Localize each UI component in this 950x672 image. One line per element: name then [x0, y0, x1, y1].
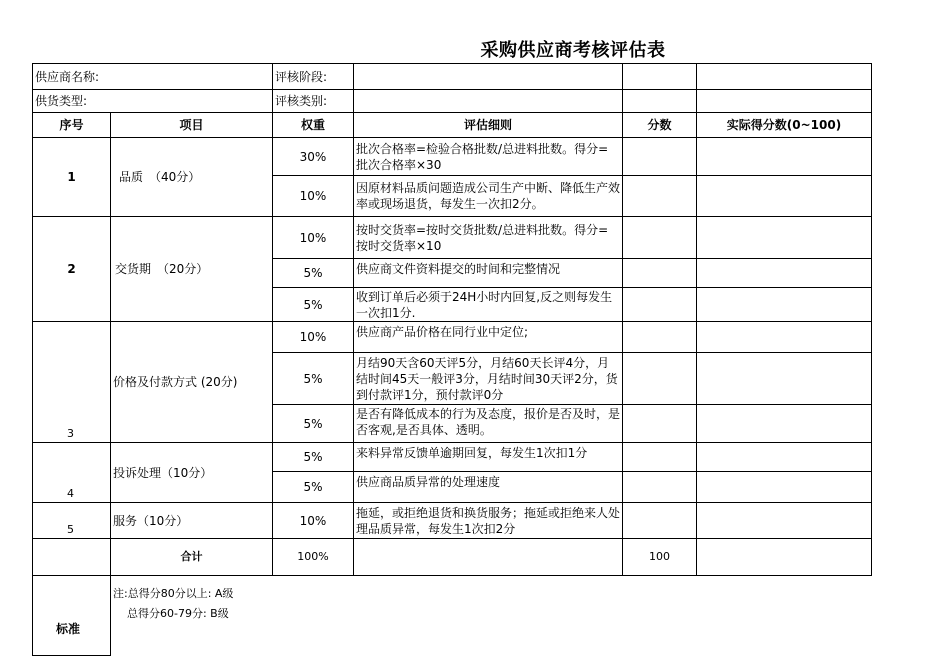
group-number: 5: [33, 503, 111, 539]
weight-cell: 10%: [273, 503, 354, 539]
group-item: 服务（10分）: [111, 503, 273, 539]
score-cell[interactable]: [623, 217, 697, 259]
rule-cell: 收到订单后必须于24H小时内回复,反之则每发生一次扣1分.: [354, 288, 623, 322]
header-no: 序号: [33, 113, 111, 138]
score-cell[interactable]: [623, 443, 697, 472]
score-cell[interactable]: [623, 138, 697, 176]
rule-cell: 因原材料品质问题造成公司生产中断、降低生产效率或现场退货，每发生一次扣2分。: [354, 176, 623, 217]
rule-cell: 供应商品质异常的处理速度: [354, 472, 623, 503]
table-row: [33, 443, 872, 472]
group-item: 价格及付款方式 (20分): [111, 322, 273, 443]
actual-score-cell[interactable]: [697, 217, 872, 259]
header-score: 分数: [623, 113, 697, 138]
total-score: 100: [623, 539, 697, 576]
evaluation-table: [32, 63, 872, 656]
header-actual-score: 实际得分数(0~100): [697, 113, 872, 138]
supplier-name-cell[interactable]: [33, 64, 273, 90]
info-row-1: [33, 64, 872, 90]
total-row: [33, 539, 872, 576]
sheet-title: 采购供应商考核评估表: [480, 40, 666, 61]
actual-score-cell[interactable]: [697, 353, 872, 405]
table-row: [33, 138, 872, 176]
supply-type-cell[interactable]: [33, 90, 273, 113]
table-row: [33, 217, 872, 259]
weight-cell: 10%: [273, 176, 354, 217]
rule-cell: 供应商产品价格在同行业中定位;: [354, 322, 623, 353]
group-number: 3: [33, 322, 111, 443]
info-empty-cell[interactable]: [697, 90, 872, 113]
group-item: 品质 （40分）: [111, 138, 273, 217]
weight-cell: 5%: [273, 443, 354, 472]
weight-cell: 10%: [273, 322, 354, 353]
note-line-b: 总得分60-79分: B级: [127, 607, 229, 620]
review-category-value[interactable]: [354, 90, 623, 113]
score-cell[interactable]: [623, 322, 697, 353]
actual-score-cell[interactable]: [697, 288, 872, 322]
review-category-label: 评核类别:: [273, 90, 354, 113]
info-empty-cell[interactable]: [697, 64, 872, 90]
review-stage-value[interactable]: [354, 64, 623, 90]
actual-score-cell[interactable]: [697, 259, 872, 288]
rule-cell: 来料异常反馈单逾期回复，每发生1次扣1分: [354, 443, 623, 472]
total-rule-cell[interactable]: [354, 539, 623, 576]
actual-score-cell[interactable]: [697, 472, 872, 503]
rule-cell: 月结90天含60天评5分，月结60天长评4分，月结时间45天一般评3分，月结时间30天评2分，货到付款评1分，预付款评0分: [354, 353, 623, 405]
score-cell[interactable]: [623, 288, 697, 322]
weight-cell: 30%: [273, 138, 354, 176]
table-row: [33, 503, 872, 539]
notes-cell: [111, 576, 872, 656]
table-row: [33, 322, 872, 353]
review-stage-label: 评核阶段:: [273, 64, 354, 90]
header-item: 项目: [111, 113, 273, 138]
actual-score-cell[interactable]: [697, 138, 872, 176]
info-empty-cell[interactable]: [623, 64, 697, 90]
supplier-name-label: 供应商名称:: [35, 69, 100, 84]
actual-score-cell[interactable]: [697, 405, 872, 443]
header-row: [33, 113, 872, 138]
rule-cell: 拖延，或拒绝退货和换货服务；拖延或拒绝来人处理品质异常，每发生1次扣2分: [354, 503, 623, 539]
weight-cell: 5%: [273, 288, 354, 322]
actual-score-cell[interactable]: [697, 503, 872, 539]
note-line-a: 注:总得分80分以上: A级: [113, 587, 234, 600]
group-number: 2: [33, 217, 111, 322]
group-number: 4: [33, 443, 111, 503]
weight-cell: 5%: [273, 472, 354, 503]
header-rule: 评估细则: [354, 113, 623, 138]
score-cell[interactable]: [623, 353, 697, 405]
weight-cell: 10%: [273, 217, 354, 259]
notes-label: 标准: [56, 622, 81, 636]
info-empty-cell[interactable]: [623, 90, 697, 113]
notes-row: [33, 576, 872, 656]
group-item: 交货期 （20分）: [111, 217, 273, 322]
group-number: 1: [33, 138, 111, 217]
score-cell[interactable]: [623, 503, 697, 539]
actual-score-cell[interactable]: [697, 322, 872, 353]
score-cell[interactable]: [623, 176, 697, 217]
weight-cell: 5%: [273, 405, 354, 443]
supply-type-label: 供货类型:: [35, 94, 88, 108]
rule-cell: 批次合格率=检验合格批数/总进料批数。得分=批次合格率×30: [354, 138, 623, 176]
notes-label-cell: [33, 576, 111, 656]
score-cell[interactable]: [623, 472, 697, 503]
info-row-2: [33, 90, 872, 113]
group-item: 投诉处理（10分）: [111, 443, 273, 503]
score-cell[interactable]: [623, 405, 697, 443]
weight-cell: 5%: [273, 353, 354, 405]
total-actual-score[interactable]: [697, 539, 872, 576]
rule-cell: 按时交货率=按时交货批数/总进料批数。得分=按时交货率×10: [354, 217, 623, 259]
total-label: 合计: [111, 539, 273, 576]
actual-score-cell[interactable]: [697, 443, 872, 472]
header-weight: 权重: [273, 113, 354, 138]
total-empty-cell: [33, 539, 111, 576]
rule-cell: 供应商文件资料提交的时间和完整情况: [354, 259, 623, 288]
score-cell[interactable]: [623, 259, 697, 288]
actual-score-cell[interactable]: [697, 176, 872, 217]
rule-cell: 是否有降低成本的行为及态度，报价是否及时，是否客观,是否具体、透明。: [354, 405, 623, 443]
total-weight: 100%: [273, 539, 354, 576]
weight-cell: 5%: [273, 259, 354, 288]
